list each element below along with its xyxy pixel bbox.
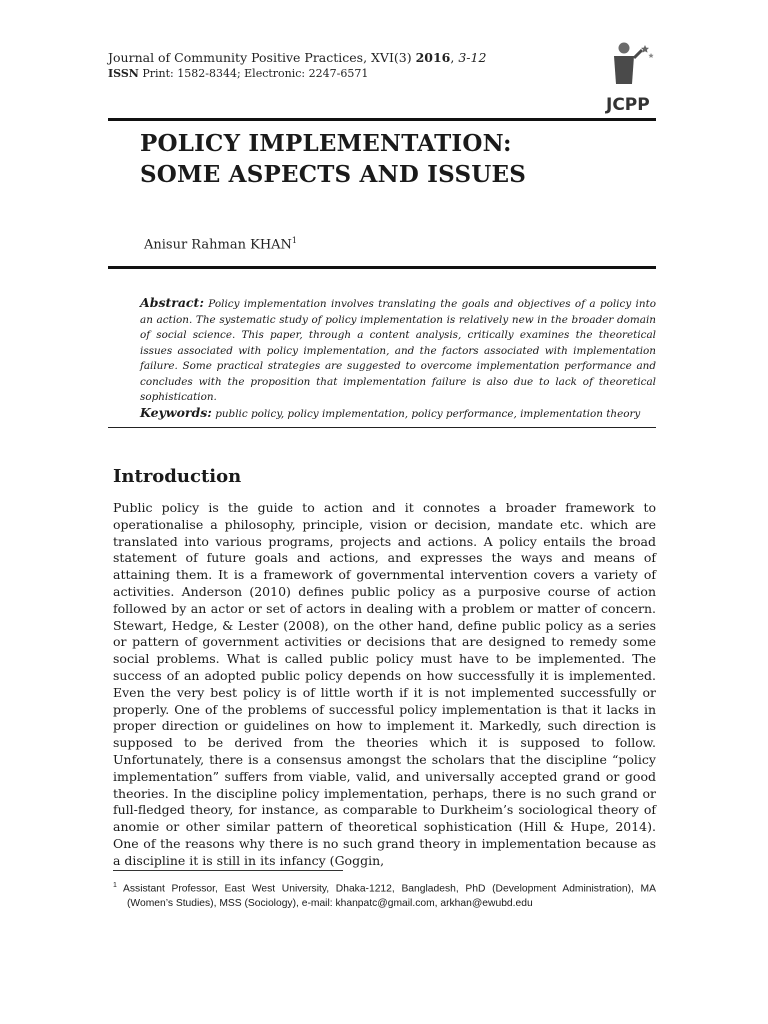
abstract-rule [108, 427, 656, 428]
author-line [144, 236, 297, 252]
introduction-body: Public policy is the guide to action and it connotes a broader framework to operationalise a philosophy, principle, vision or decision, mandate etc. which are translated into various programs, projects and actions. A policy entails the broad statement of future goals and actions, and expresses the ways and means of attaining them. It is a framework of governmental intervention covers a variety of activities. Anderson (2010) defines public policy as a purposive course of action followed by an actor or set of actors in dealing with a problem or matter of concern. Stewart, Hedge, & Lester (2008), on the other hand, define public policy as a series or pattern of government activities or decisions that are designed to remedy some social problems. What is called public policy must have to be implemented. The success of an adopted public policy depends on how successfully it is implemented. Even the very best policy is of little worth if it is not implemented successfully or properly. One of the problems of successful policy implementation is that it lacks in proper direction or guidelines on how to implement it. Markedly, such direction is supposed to be derived from the theories which it is supposed to follow. Unfortunately, there is a consensus amongst the scholars that the discipline “policy implementation” suffers from viable, valid, and universally accepted grand or good theories. In the discipline policy implementation, perhaps, there is no such grand or full-fledged theory, for instance, as comparable to Durkheim’s sociological theory of anomie or other similar pattern of theoretical sophistication (Hill & Hupe, 2014). One of the reasons why there is no such grand theory in implementation because as a discipline it is still in its infancy (Goggin, [113, 500, 656, 868]
footnote-text: Assistant Professor, East West University, Dhaka-1212, Bangladesh, PhD (Development Administration), MA (Women’s Studies), MSS (Sociology), e-mail: khanpatc@gmail.com, arkhan@ewubd.edu [116, 883, 656, 910]
keywords-text: public policy, policy implementation, policy performance, implementation theory [211, 408, 641, 420]
abstract-text: Policy implementation involves translating the goals and objectives of a policy into an action. The systematic study of policy implementation is relatively new in the broader domain of social science. This paper, through a content analysis, critically examines the theoretical issues associated with policy implementation, and the factors associated with implementation failure. Some practical strategies are suggested to overcome implementation performance and concludes with the proposition that implementation failure is also due to lack of theoretical sophistication. [140, 298, 656, 403]
journal-pages: 3-12 [458, 50, 487, 65]
section-heading-introduction: Introduction [113, 466, 242, 487]
issn-numbers: Print: 1582-8344; Electronic: 2247-6571 [138, 67, 369, 80]
footnote-rule [113, 870, 343, 871]
author-rule [108, 266, 656, 269]
author-footnote-marker: 1 [291, 236, 298, 245]
abstract-label: Abstract: [140, 295, 204, 310]
issn-line [108, 67, 368, 80]
journal-logo [602, 40, 656, 116]
footnote-marker: 1 [113, 882, 117, 889]
title-line-1: POLICY IMPLEMENTATION: [140, 130, 512, 157]
paper-title [140, 128, 526, 190]
issn-label: ISSN [108, 67, 139, 80]
abstract [140, 295, 656, 406]
journal-name: Journal of Community Positive Practices, XVI(3) [108, 50, 416, 65]
logo-star-small [648, 53, 653, 58]
keywords-label: Keywords: [140, 405, 212, 420]
title-line-2: SOME ASPECTS AND ISSUES [140, 161, 527, 188]
logo-text: JCPP [606, 95, 650, 115]
footnote [113, 878, 656, 911]
logo-body [614, 56, 634, 84]
logo-head [619, 43, 630, 54]
logo-arm [634, 50, 642, 58]
journal-citation [108, 50, 486, 65]
journal-year: 2016 [415, 50, 451, 65]
keywords [140, 405, 656, 420]
journal-separator: , [450, 50, 459, 65]
author-name: Anisur Rahman KHAN [144, 237, 292, 253]
header-rule [108, 118, 656, 121]
